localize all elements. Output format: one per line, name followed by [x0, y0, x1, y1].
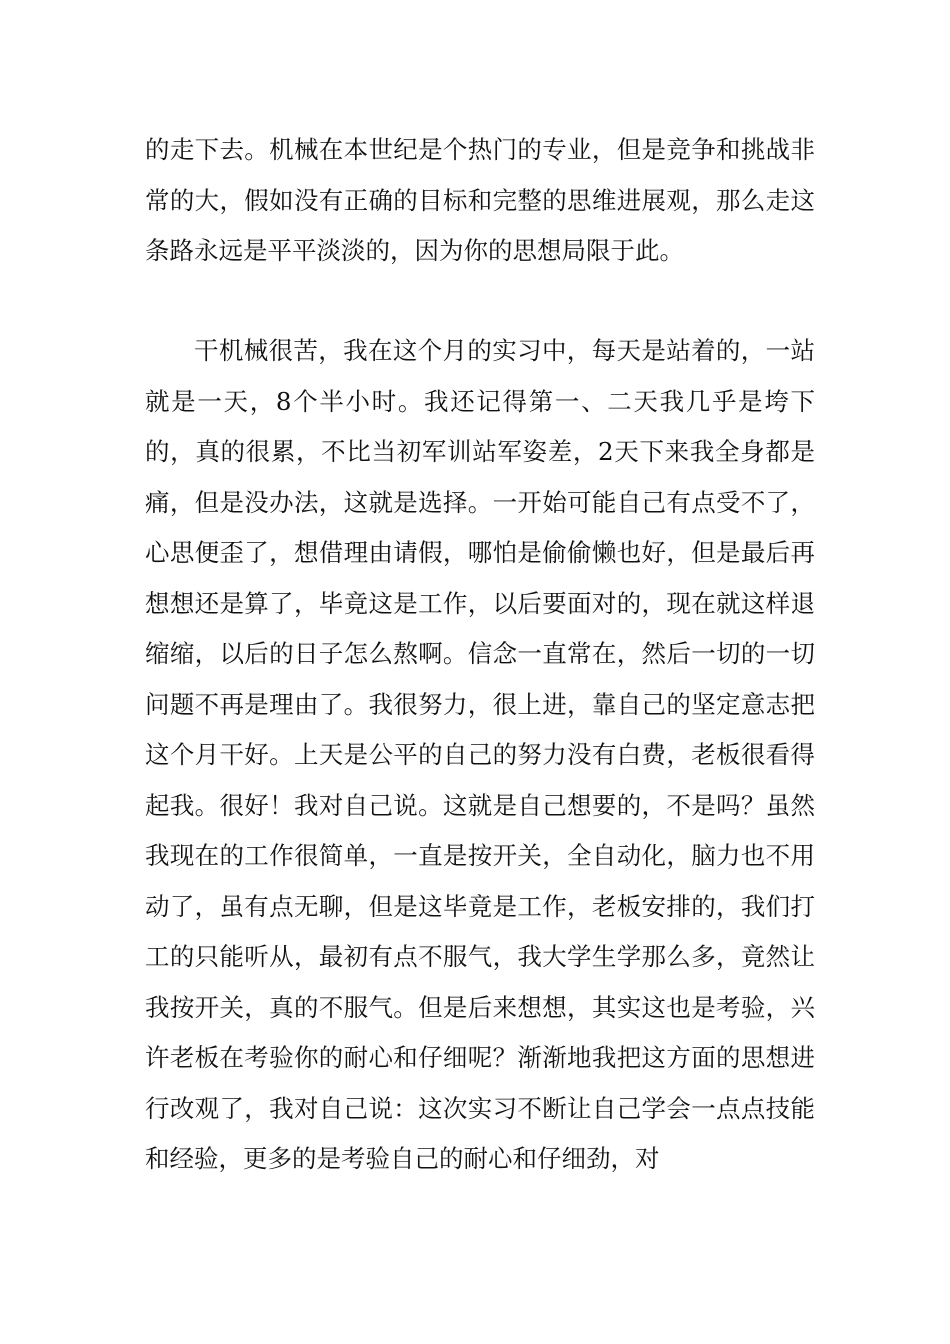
paragraph-internship-experience: 干机械很苦，我在这个月的实习中，每天是站着的，一站就是一天，8个半小时。我还记得第一、二天我几乎是垮下的，真的很累，不比当初军训站军姿差，2天下来我全身都是痛，但是没办法，这就是选择。一开始可能自己有点受不了，心思便歪了，想借理由请假，哪怕是偷偷懒也好，但是最后再想想还是算了，毕竟这是工作，以后要面对的，现在就这样退缩缩，以后的日子怎么熬啊。信念一直常在，然后一切的一切问题不再是理由了。我很努力，很上进，靠自己的坚定意志把这个月干好。上天是公平的自己的努力没有白费，老板很看得起我。很好！我对自己说。这就是自己想要的，不是吗？虽然我现在的工作很简单，一直是按开关，全自动化，脑力也不用动了，虽有点无聊，但是这毕竟是工作，老板安排的，我们打工的只能听从，最初有点不服气，我大学生学那么多，竟然让我按开关，真的不服气。但是后来想想，其实这也是考验，兴许老板在考验你的耐心和仔细呢？渐渐地我把这方面的思想进行改观了，我对自己说：这次实习不断让自己学会一点点技能和经验，更多的是考验自己的耐心和仔细劲，对 — [145, 336, 815, 1173]
paragraph-continuation: 的走下去。机械在本世纪是个热门的专业，但是竞争和挑战非常的大，假如没有正确的目标和完整的思维进展观，那么走这条路永远是平平淡淡的，因为你的思想局限于此。 — [145, 135, 815, 265]
